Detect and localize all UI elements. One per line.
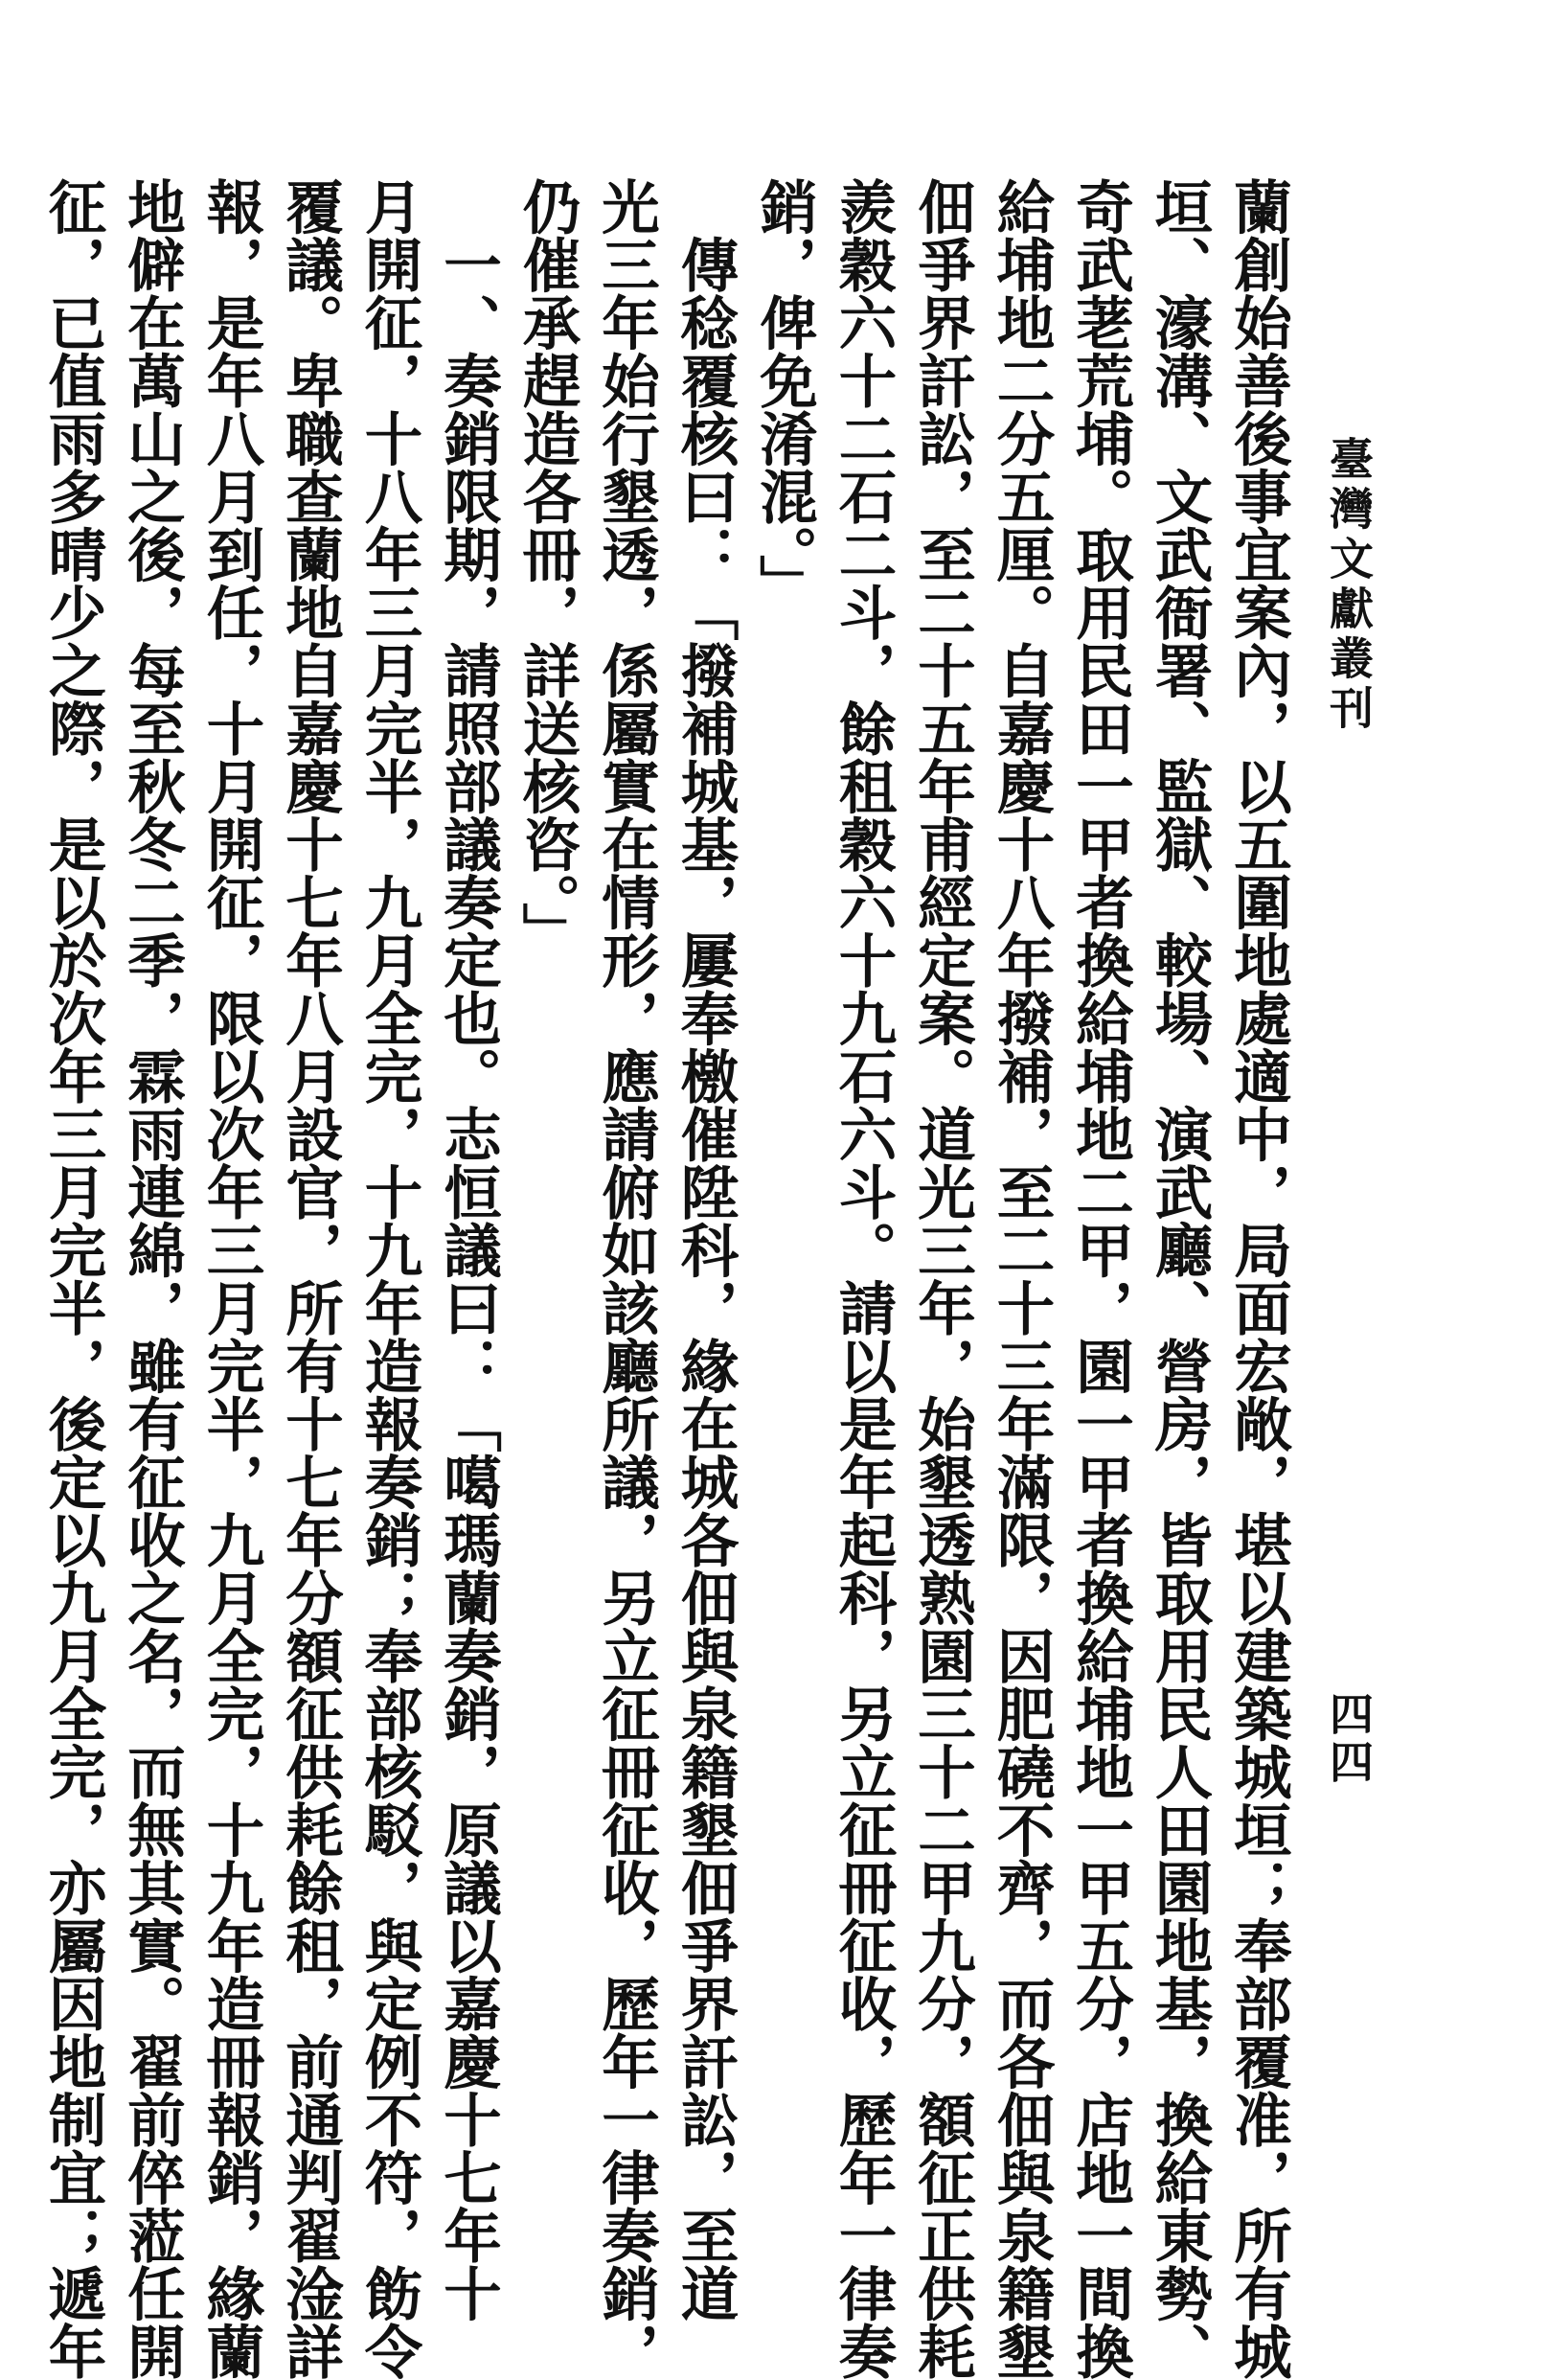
text-column: 一、奏銷限期，請照部議奏定也。志恒議曰：「噶瑪蘭奏銷，原議以嘉慶十七年十: [434, 177, 502, 2323]
text-column: 佃爭界訐訟，至二十五年甫經定案。道光三年，始墾透熟園三十二甲九分，額征正供耗: [908, 177, 976, 2380]
text-column: 仍催承趕造各冊，詳送核咨。」: [512, 177, 581, 960]
text-column: 征，已值雨多晴少之際，是以於次年三月完半，後定以九月全完，亦屬因地制宜；遞年: [38, 177, 107, 2380]
text-column: 覆議。卑職查蘭地自嘉慶十七年八月設官，所有十七年分額征供耗餘租，前通判翟淦詳: [276, 177, 344, 2380]
text-column: 傳稔覆核曰：「撥補城基，屢奉檄催陞科，緣在城各佃與泉籍墾佃爭界訐訟，至道: [671, 177, 740, 2323]
text-column: 給埔地二分五厘。自嘉慶十八年撥補，至二十三年滿限，因肥磽不齊，而各佃與泉籍墾: [987, 177, 1056, 2380]
text-column: 月開征，十八年三月完半，九月全完，十九年造報奏銷；奉部核駁，與定例不符，飭令: [354, 177, 423, 2380]
body-text-block: [33, 177, 1297, 2380]
text-column: 羨穀六十二石二斗，餘租穀六十九石六斗。請以是年起科，另立征冊征收，歷年一律奏: [829, 177, 898, 2380]
page-number: 四四: [1323, 1691, 1375, 1787]
text-column: 垣、濠溝、文武衙署、監獄、較場、演武廳、營房，皆取用民人田園地基，換給東勢、: [1145, 177, 1214, 2380]
text-column: 銷，俾免淆混。」: [750, 177, 818, 612]
text-column: 蘭創始善後事宜案內，以五圍地處適中，局面宏敞，堪以建築城垣；奉部覆准，所有城: [1224, 177, 1292, 2380]
text-column: 奇武荖荒埔。取用民田一甲者換給埔地二甲，園一甲者換給埔地一甲五分，店地一間換: [1066, 177, 1134, 2380]
text-column: 地僻在萬山之後，每至秋冬二季，霖雨連綿，雖有征收之名，而無其實。翟前倅蒞任開: [118, 177, 186, 2380]
running-header-book-title: 臺灣文獻叢刊: [1323, 436, 1375, 735]
text-column: 報，是年八月到任，十月開征，限以次年三月完半，九月全完，十九年造冊報銷，緣蘭: [196, 177, 265, 2380]
text-column: 光三年始行墾透，係屬實在情形，應請俯如該廳所議，另立征冊征收，歷年一律奏銷，: [592, 177, 660, 2380]
